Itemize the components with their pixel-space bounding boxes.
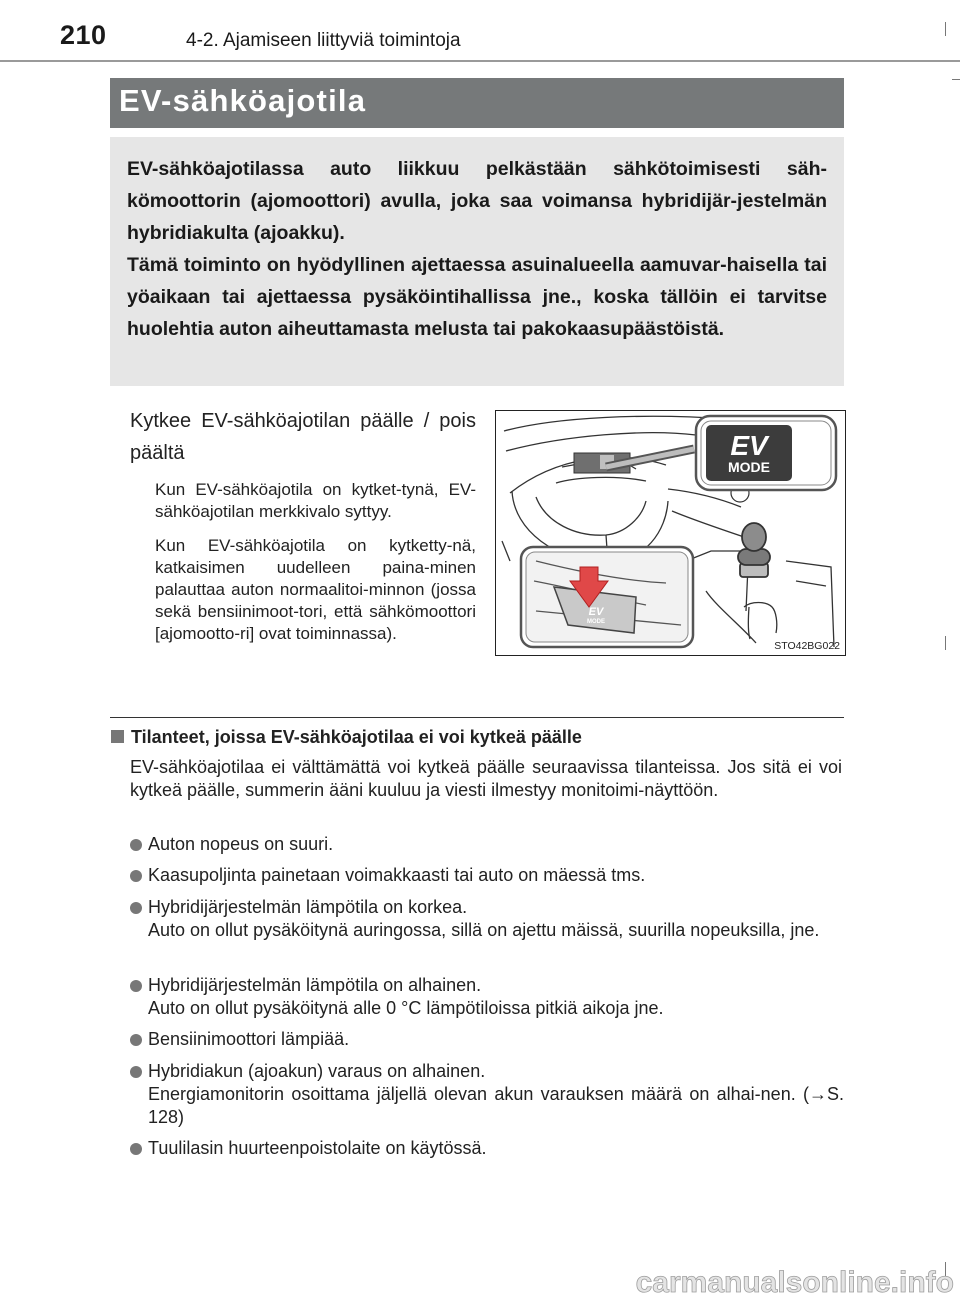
list-item-text: Tuulilasin huurteenpoistolaite on käytössä. <box>148 1138 487 1158</box>
list-item-detail: Auto on ollut pysäköitynä alle 0 °C lämpötiloissa pitkiä aikoja jne. <box>148 998 664 1018</box>
mode-badge-label: MODE <box>728 459 770 475</box>
list-item-text: Bensiinimoottori lämpiää. <box>148 1029 350 1049</box>
page-title: EV-sähköajotila <box>119 83 367 118</box>
conditions-heading-text: Tilanteet, joissa EV-sähköajotilaa ei voi kytkeä päälle <box>131 727 582 747</box>
ev-badge-label: EV <box>730 430 768 461</box>
figure-code: STO42BG022 <box>774 640 840 652</box>
list-item-text: Hybridijärjestelmän lämpötila on korkea. <box>148 897 468 917</box>
list-item-text: Kaasupoljinta painetaan voimakkaasti tai auto on mäessä tms. <box>148 865 646 885</box>
callout-note: Kun EV-sähköajotila on kytket-tynä, EV-sähköajotilan merkkivalo syttyy. <box>155 480 476 521</box>
section-title: 4-2. Ajamiseen liittyviä toimintoja <box>186 30 461 51</box>
page-number: 210 <box>60 20 107 50</box>
list-item-text: Auton nopeus on suuri. <box>148 834 334 854</box>
conditions-intro: EV-sähköajotilaa ei välttämättä voi kytkeä päälle seuraavissa tilanteissa. Jos sitä ei voi kytkeä päälle, summerin ääni kuuluu ja viesti ilmestyy monitoimi-näyttöön. <box>130 757 842 800</box>
list-item-text: Hybridiakun (ajoakun) varaus on alhainen. <box>148 1061 486 1081</box>
watermark: carmanualsonline.info <box>635 1266 954 1299</box>
list-item-text: Hybridijärjestelmän lämpötila on alhainen. <box>148 975 482 995</box>
list-item-detail: Auto on ollut pysäköitynä auringossa, sillä on ajettu mäissä, suurilla nopeuksilla, jne. <box>148 920 820 940</box>
mode-button-label: MODE <box>587 619 605 625</box>
list-item-detail: Energiamonitorin osoittama jäljellä olevan akun varauksen määrä on alhai-nen. (→S. 128) <box>148 1084 844 1127</box>
callout-title: Kytkee EV-sähköajotilan päälle / pois päältä <box>130 410 476 464</box>
intro-paragraph: Tämä toiminto on hyödyllinen ajettaessa asuinalueella aamuvar-haisella tai yöaikaan tai ajettaessa pysäköintihallissa jne., koska tällöin ei tarvitse huolehtia auton aiheuttamasta melusta tai pakokaasupäästöistä. <box>127 254 827 340</box>
callout-note: Kun EV-sähköajotila on kytketty-nä, katkaisimen uudelleen paina-minen palauttaa auton normaalitoi-minnon (jossa sekä bensiinimoot-tori, että sähkömoottori [ajomootto-ri] ovat toiminnassa). <box>155 536 476 643</box>
ev-button-label: EV <box>588 606 604 618</box>
intro-paragraph: EV-sähköajotilassa auto liikkuu pelkästään sähkötoimisesti säh-kömoottorin (ajomoottori) avulla, joka saa voimansa hybridijär-jestelmän hybridiakulta (ajoakku). <box>127 158 827 244</box>
